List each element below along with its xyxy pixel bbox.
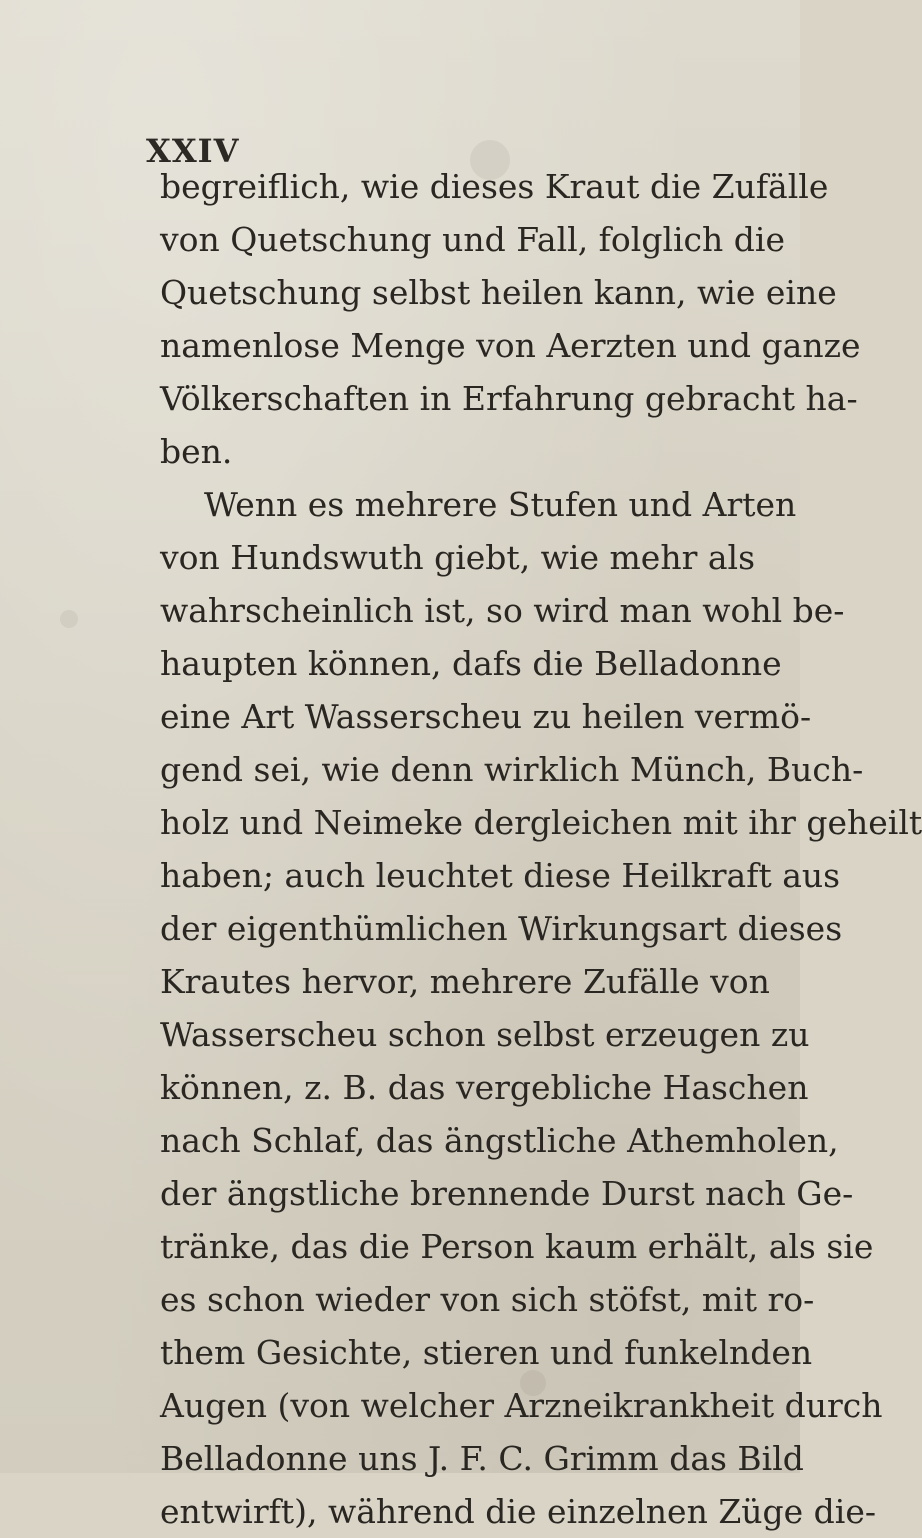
text-line: von Quetschung und Fall, folglich die bbox=[160, 220, 785, 259]
text-line: nach Schlaf, das ängstliche Athemholen, bbox=[160, 1121, 839, 1160]
text-line: them Gesichte, stieren und funkelnden bbox=[160, 1333, 813, 1372]
text-line: von Hundswuth giebt, wie mehr als bbox=[160, 538, 755, 577]
text-line: namenlose Menge von Aerzten und ganze bbox=[160, 326, 861, 365]
text-line: Wasserscheu schon selbst erzeugen zu bbox=[160, 1015, 810, 1054]
text-line: eine Art Wasserscheu zu heilen vermö- bbox=[160, 697, 812, 736]
body-text bbox=[160, 160, 922, 1538]
text-line: begreiflich, wie dieses Kraut die Zufälle bbox=[160, 167, 829, 206]
text-line: entwirft), während die einzelnen Züge die- bbox=[160, 1492, 877, 1531]
text-line: es schon wieder von sich stöfst, mit ro- bbox=[160, 1280, 815, 1319]
text-line: Belladonne uns J. F. C. Grimm das Bild bbox=[160, 1439, 804, 1478]
text-line: Krautes hervor, mehrere Zufälle von bbox=[160, 962, 770, 1001]
text-line: Wenn es mehrere Stufen und Arten bbox=[204, 485, 797, 524]
paper-stain bbox=[60, 610, 78, 628]
text-line: haben; auch leuchtet diese Heilkraft aus bbox=[160, 856, 841, 895]
text-line: wahrscheinlich ist, so wird man wohl be- bbox=[160, 591, 845, 630]
page-number-header: XXIV bbox=[146, 132, 240, 170]
text-line: ben. bbox=[160, 432, 233, 471]
text-line: tränke, das die Person kaum erhält, als sie bbox=[160, 1227, 874, 1266]
text-line: können, z. B. das vergebliche Haschen bbox=[160, 1068, 809, 1107]
text-line: Völkerschaften in Erfahrung gebracht ha- bbox=[160, 379, 858, 418]
text-line: holz und Neimeke dergleichen mit ihr geheilt bbox=[160, 803, 922, 842]
text-line: der eigenthümlichen Wirkungsart dieses bbox=[160, 909, 843, 948]
text-line: Augen (von welcher Arzneikrankheit durch bbox=[160, 1386, 883, 1425]
text-line: der ängstliche brennende Durst nach Ge- bbox=[160, 1174, 854, 1213]
text-line: gend sei, wie denn wirklich Münch, Buch- bbox=[160, 750, 864, 789]
text-line: haupten können, dafs die Belladonne bbox=[160, 644, 782, 683]
text-line: Quetschung selbst heilen kann, wie eine bbox=[160, 273, 837, 312]
